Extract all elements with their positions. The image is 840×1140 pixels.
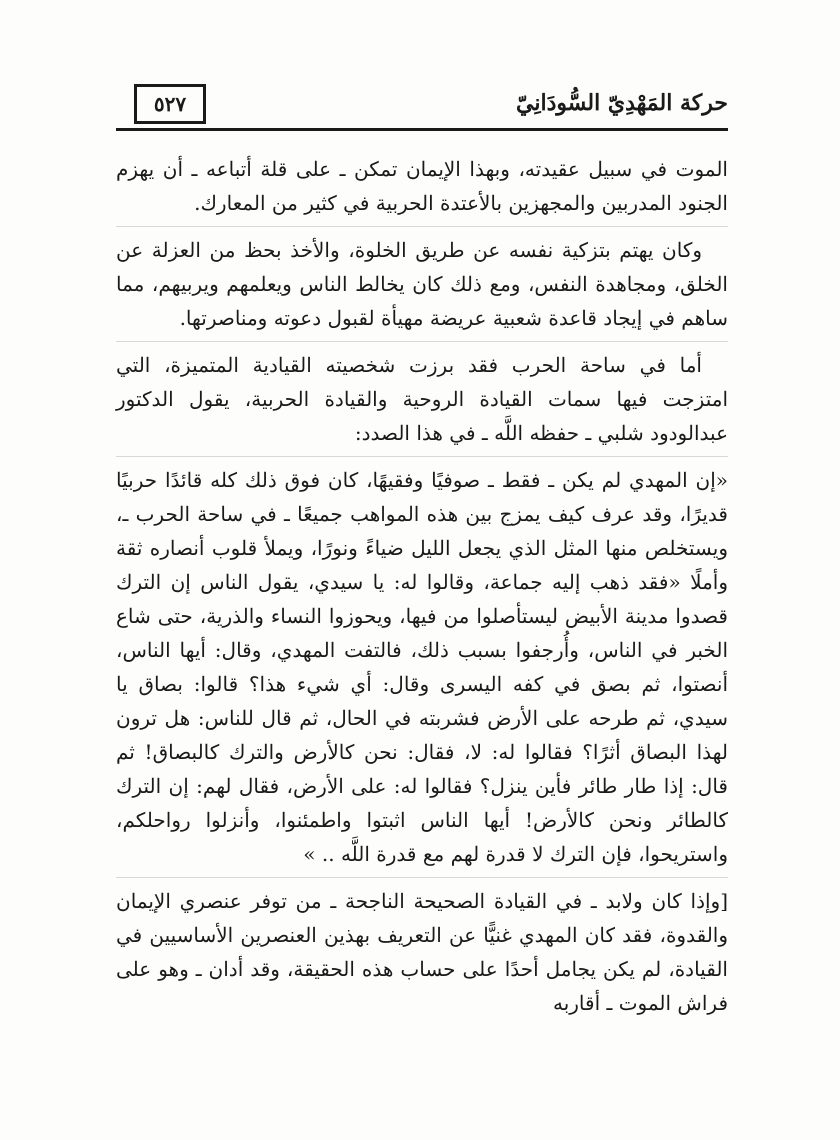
block-quote: «إن المهدي لم يكن ـ فقط ـ صوفيًا وفقيهًا، كان فوق ذلك كله قائدًا حربيًا قديرًا، وقد عرف كيف يمزج بين هذه المواهب جميعًا ـ في ساحة الحرب ـ، ويستخلص منها المثل الذي يجعل الليل ضياءً ونورًا، ويملأ قلوب أنصاره ثقة وأملًا «فقد ذهب إليه جماعة، وقالوا له: يا سيدي، يقول الناس إن الترك قصدوا مدينة الأبيض ليستأصلوا من فيها، ويحوزوا النساء والذرية، حتى شاع الخبر في الناس، وأُرجفوا بسبب ذلك، فالتفت المهدي، وقال: أيها الناس، أنصتوا، ثم بصق في كفه اليسرى وقال: أي شيء هذا؟ قالوا: بصاق يا سيدي، ثم طرحه على الأرض فشربته في الحال، ثم قال للناس: هل ترون لهذا البصاق أثرًا؟ فقالوا له: لا، فقال: نحن كالأرض والترك كالبصاق! ثم قال: إذا طار طائر فأين ينزل؟ فقالوا له: على الأرض، فقال لهم: إن الترك كالطائر ونحن كالأرض! أيها الناس اثبتوا واطمئنوا، وأنزلوا رواحلكم، واستريحوا، فإن الترك لا قدرة لهم مع قدرة اللَّه .. » [116,468,728,866]
page-number: ٥٢٧ [134,84,206,124]
paragraph: وكان يهتم بتزكية نفسه عن طريق الخلوة، والأخذ بحظ من العزلة عن الخلق، ومجاهدة النفس، ومع ذلك كان يخالط الناس ويعلمهم ويربيهم، مما ساهم في إيجاد قاعدة شعبية عريضة مهيأة لقبول دعوته ومناصرتها. [116,238,728,330]
paragraph-separator [116,341,728,342]
running-title: حركة المَهْدِيّ السُّودَانِيّ [516,90,728,116]
paragraph-separator [116,456,728,457]
paragraph-continuation: الموت في سبيل عقيدته، وبهذا الإيمان تمكن ـ على قلة أتباعه ـ أن يهزم الجنود المدربين والمجهزين بالأعتدة الحربية في كثير من المعارك. [116,157,728,215]
paragraph: أما في ساحة الحرب فقد برزت شخصيته القيادية المتميزة، التي امتزجت فيها سمات القيادة الروحية والقيادة الحربية، يقول الدكتور عبدالودود شلبي ـ حفظه اللَّه ـ في هذا الصدد: [116,353,728,445]
paragraph: [وإذا كان ولابد ـ في القيادة الصحيحة الناجحة ـ من توفر عنصري الإيمان والقدوة، فقد كان المهدي غنيًّا عن التعريف بهذين العنصرين الأساسيين في القيادة، لم يكن يجامل أحدًا على حساب هذه الحقيقة، وقد أدان ـ وهو على فراش الموت ـ أقاربه [116,889,728,1015]
paragraph-separator [116,877,728,878]
page-header [116,84,728,134]
page-body [116,152,728,1020]
header-rule [116,128,728,131]
paragraph-separator [116,226,728,227]
